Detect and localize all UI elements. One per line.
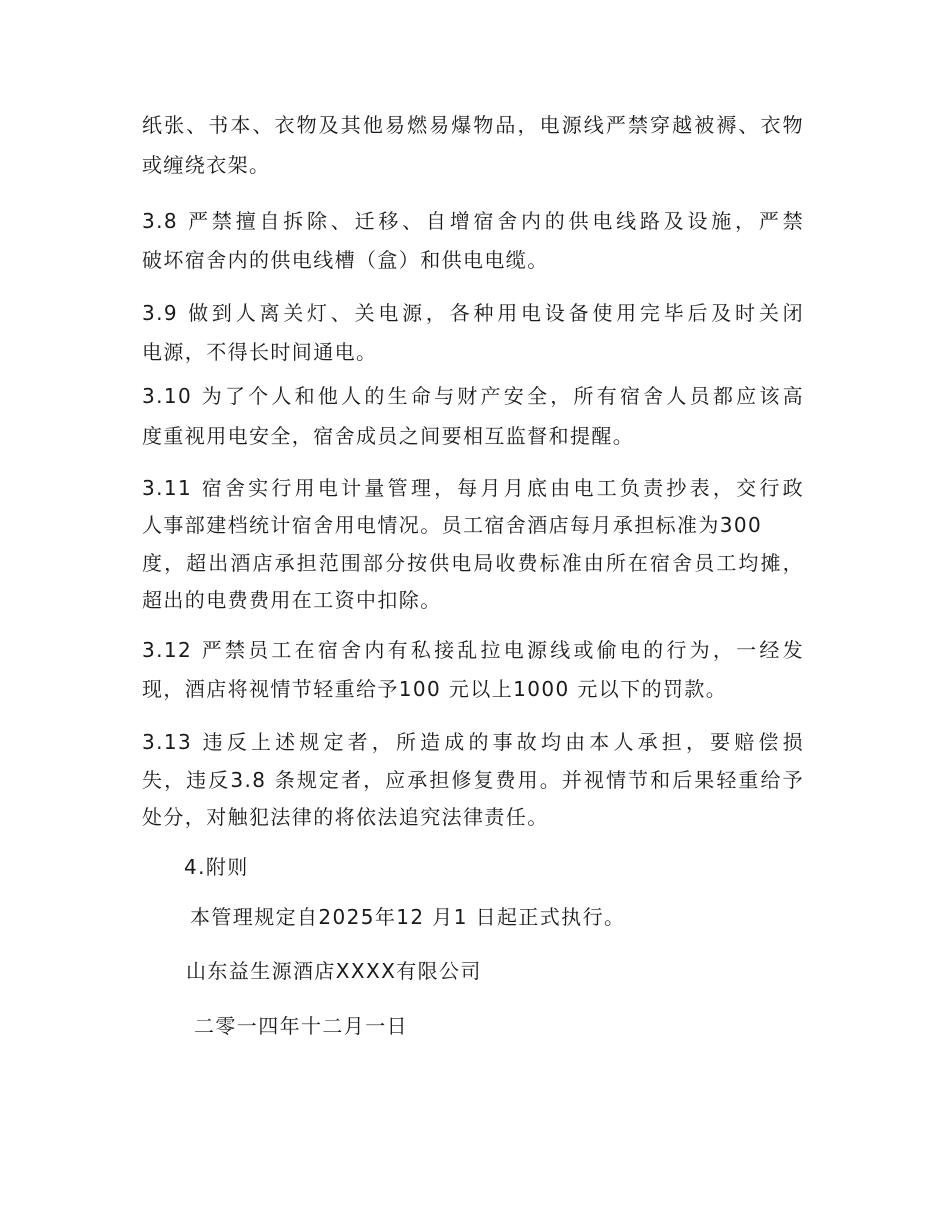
clause-3-10-line: 度重视用电安全，宿舍成员之间要相互监督和提醒。 xyxy=(142,424,635,448)
clause-3-12-line: 现，酒店将视情节轻重给予100 元以上1000 元以下的罚款。 xyxy=(142,677,728,701)
clause-3-11-line: 度，超出酒店承担范围部分按供电局收费标准由所在宿舍员工均摊， xyxy=(142,551,804,575)
clause-3-13-line: 3.13 违反上述规定者，所造成的事故均由本人承担，要赔偿损 xyxy=(142,730,804,754)
para-text-line: 或缠绕衣架。 xyxy=(142,153,271,177)
clause-3-10-line: 3.10 为了个人和他人的生命与财产安全，所有宿舍人员都应该高 xyxy=(142,384,804,408)
signing-date: 二零一四年十二月一日 xyxy=(194,1014,408,1038)
effective-date-line: 本管理规定自2025年12 月1 日起正式执行。 xyxy=(190,905,626,929)
clause-3-9-line: 3.9 做到人离关灯、关电源，各种用电设备使用完毕后及时关闭 xyxy=(142,301,804,325)
clause-3-13-line: 失，违反3.8 条规定者，应承担修复费用。并视情节和后果轻重给予 xyxy=(142,768,804,792)
clause-3-11-line: 超出的电费费用在工资中扣除。 xyxy=(142,588,442,612)
clause-3-9-line: 电源，不得长时间通电。 xyxy=(142,340,378,364)
clause-3-8-line: 破坏宿舍内的供电线槽（盒）和供电电缆。 xyxy=(142,248,549,272)
clause-3-13-line: 处分，对触犯法律的将依法追究法律责任。 xyxy=(142,805,549,829)
para-text-line: 纸张、书本、衣物及其他易燃易爆物品，电源线严禁穿越被褥、衣物 xyxy=(142,113,804,137)
section-heading: 4.附则 xyxy=(184,855,249,879)
company-name: 山东益生源酒店XXXX有限公司 xyxy=(186,959,482,983)
clause-3-8-line: 3.8 严禁擅自拆除、迁移、自增宿舍内的供电线路及设施，严禁 xyxy=(142,209,804,233)
clause-3-11-line: 3.11 宿舍实行用电计量管理，每月月底由电工负责抄表，交行政 xyxy=(142,476,804,500)
clause-3-12-line: 3.12 严禁员工在宿舍内有私接乱拉电源线或偷电的行为，一经发 xyxy=(142,638,804,662)
clause-3-11-line: 人事部建档统计宿舍用电情况。员工宿舍酒店每月承担标准为300 xyxy=(142,513,763,537)
